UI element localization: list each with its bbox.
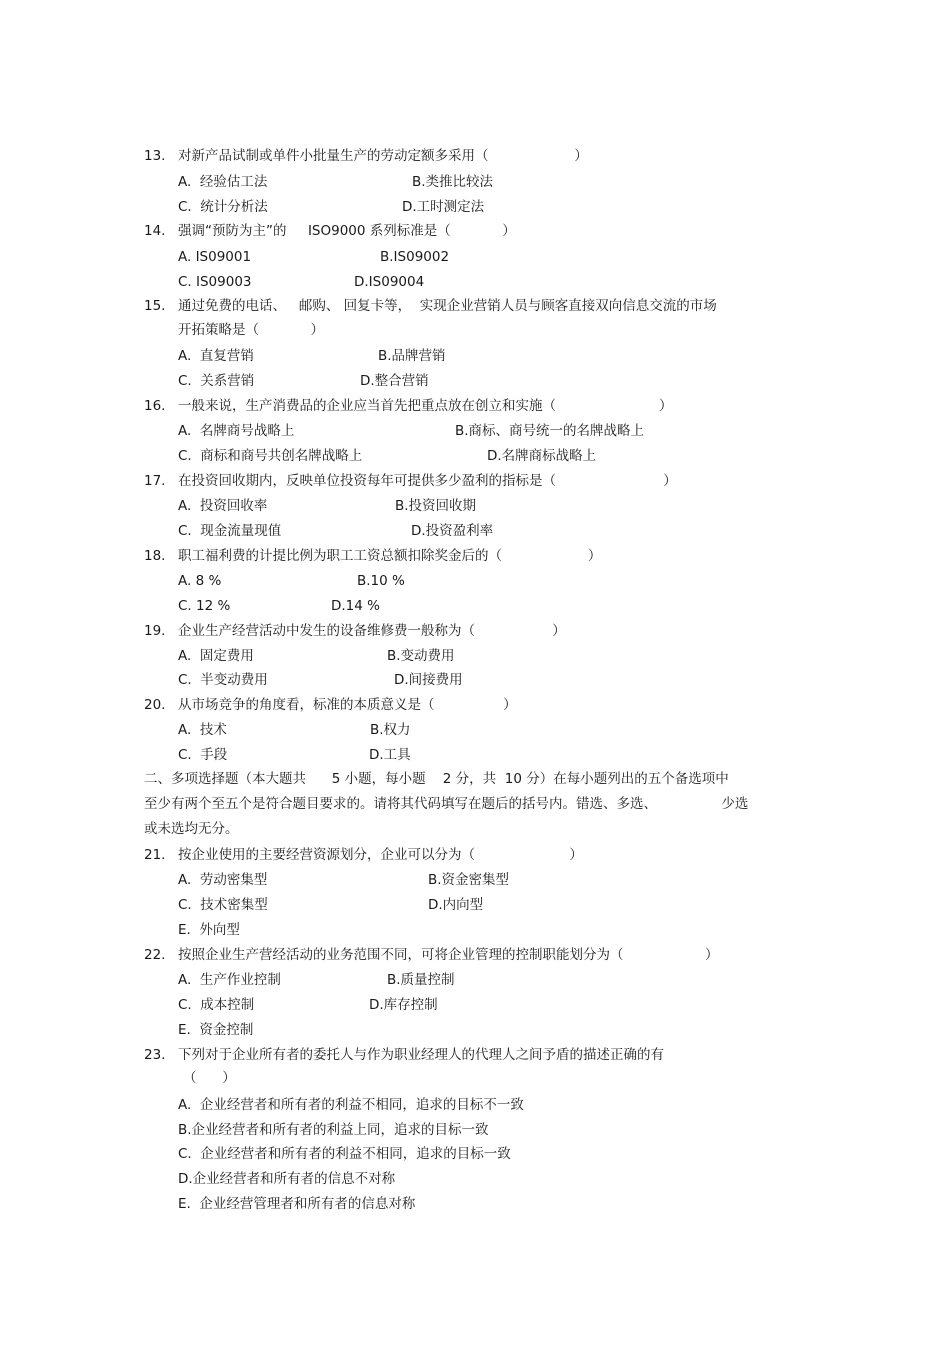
- question-22-option-d: D.库存控制: [369, 997, 438, 1013]
- question-13-option-d: D.工时测定法: [402, 199, 485, 215]
- question-15-option-d: D.整合营销: [360, 373, 429, 389]
- question-23-answer-bracket: （ ）: [183, 1070, 236, 1086]
- question-17-stem: 在投资回收期内，反映单位投资每年可提供多少盈利的指标是（ ）: [178, 473, 677, 489]
- question-15-option-c: C. 关系营销: [178, 373, 255, 389]
- question-21-option-b: B.资金密集型: [428, 872, 510, 888]
- question-15-number: 15.: [144, 298, 166, 314]
- question-13-number: 13.: [144, 148, 166, 164]
- question-16-stem: 一般来说，生产消费品的企业应当首先把重点放在创立和实施（ ）: [178, 398, 673, 414]
- question-19-option-a: A. 固定费用: [178, 648, 254, 664]
- question-16-option-d: D.名牌商标战略上: [487, 448, 597, 464]
- question-17-option-d: D.投资盈利率: [411, 523, 494, 539]
- question-21-option-d: D.内向型: [428, 897, 484, 913]
- question-23-option-e: E. 企业经营管理者和所有者的信息对称: [178, 1196, 416, 1212]
- question-23-number: 23.: [144, 1047, 166, 1063]
- question-21-option-c: C. 技术密集型: [178, 897, 268, 913]
- question-15-option-b: B.品牌营销: [378, 348, 446, 364]
- question-18-option-b: B.10 %: [357, 573, 405, 589]
- question-22-number: 22.: [144, 947, 166, 963]
- question-21-number: 21.: [144, 847, 166, 863]
- question-14-option-a: A. IS09001: [178, 249, 252, 265]
- question-17-option-b: B.投资回收期: [395, 498, 477, 514]
- question-22-option-c: C. 成本控制: [178, 997, 255, 1013]
- question-20-option-c: C. 手段: [178, 747, 228, 763]
- question-13-stem: 对新产品试制或单件小批量生产的劳动定额多采用（ ）: [178, 148, 588, 164]
- question-23-option-b: B.企业经营者和所有者的利益上同，追求的目标一致: [178, 1122, 489, 1138]
- section-2-instructions: 至少有两个至五个是符合题目要求的。请将其代码填写在题后的括号内。错选、多选、 少选: [144, 796, 749, 812]
- question-14-number: 14.: [144, 223, 166, 239]
- question-20-option-b: B.权力: [370, 722, 411, 738]
- question-15-option-a: A. 直复营销: [178, 348, 254, 364]
- question-18-option-a: A. 8 %: [178, 573, 222, 589]
- question-14-option-c: C. IS09003: [178, 274, 252, 290]
- question-13-option-c: C. 统计分析法: [178, 199, 268, 215]
- question-18-stem: 职工福利费的计提比例为职工工资总额扣除奖金后的（ ）: [178, 548, 602, 564]
- question-19-option-b: B.变动费用: [387, 648, 455, 664]
- question-14-option-b: B.IS09002: [380, 249, 450, 265]
- question-23-stem: 下列对于企业所有者的委托人与作为职业经理人的代理人之间予盾的描述正确的有: [178, 1047, 664, 1063]
- question-21-option-a: A. 劳动密集型: [178, 872, 268, 888]
- question-13-option-b: B.类推比较法: [412, 174, 494, 190]
- question-17-option-c: C. 现金流量现值: [178, 523, 282, 539]
- question-22-option-e: E. 资金控制: [178, 1022, 254, 1038]
- question-15-stem-continued: 开拓策略是（ ）: [178, 322, 324, 338]
- question-20-number: 20.: [144, 697, 166, 713]
- question-17-option-a: A. 投资回收率: [178, 498, 268, 514]
- question-13-option-a: A. 经验估工法: [178, 174, 268, 190]
- question-14-option-d: D.IS09004: [354, 274, 425, 290]
- question-14-stem: 强调“预防为主”的 ISO9000 系列标准是（ ）: [178, 223, 516, 239]
- question-16-option-b: B.商标、商号统一的名牌战略上: [455, 423, 645, 439]
- question-23-option-c: C. 企业经营者和所有者的利益不相同，追求的目标一致: [178, 1146, 511, 1162]
- question-22-stem: 按照企业生产营经活动的业务范围不同，可将企业管理的控制职能划分为（ ）: [178, 947, 719, 963]
- question-18-option-c: C. 12 %: [178, 598, 231, 614]
- section-2-instructions-end: 或未选均无分。: [144, 821, 239, 837]
- question-17-number: 17.: [144, 473, 166, 489]
- question-22-option-b: B.质量控制: [387, 972, 455, 988]
- question-18-option-d: D.14 %: [331, 598, 380, 614]
- question-19-option-d: D.间接费用: [394, 672, 463, 688]
- question-19-stem: 企业生产经营活动中发生的设备维修费一般称为（ ）: [178, 623, 566, 639]
- question-23-option-d: D.企业经营者和所有者的信息不对称: [178, 1171, 396, 1187]
- question-16-number: 16.: [144, 398, 166, 414]
- question-22-option-a: A. 生产作业控制: [178, 972, 281, 988]
- question-16-option-c: C. 商标和商号共创名牌战略上: [178, 448, 363, 464]
- question-21-option-e: E. 外向型: [178, 922, 240, 938]
- question-19-option-c: C. 半变动费用: [178, 672, 268, 688]
- question-20-stem: 从市场竞争的角度看，标准的本质意义是（ ）: [178, 697, 517, 713]
- question-23-option-a: A. 企业经营者和所有者的利益不相同，追求的目标不一致: [178, 1097, 524, 1113]
- question-19-number: 19.: [144, 623, 166, 639]
- question-21-stem: 按企业使用的主要经营资源划分，企业可以分为（ ）: [178, 847, 583, 863]
- question-18-number: 18.: [144, 548, 166, 564]
- question-20-option-d: D.工具: [369, 747, 411, 763]
- question-20-option-a: A. 技术: [178, 722, 227, 738]
- question-16-option-a: A. 名牌商号战略上: [178, 423, 295, 439]
- question-15-stem: 通过免费的电话、 邮购、 回复卡等， 实现企业营销人员与顾客直接双向信息交流的市场: [178, 298, 717, 314]
- section-2-heading: 二、多项选择题（本大题共 5 小题，每小题 2 分，共 10 分）在每小题列出的五个备选项中: [144, 771, 729, 787]
